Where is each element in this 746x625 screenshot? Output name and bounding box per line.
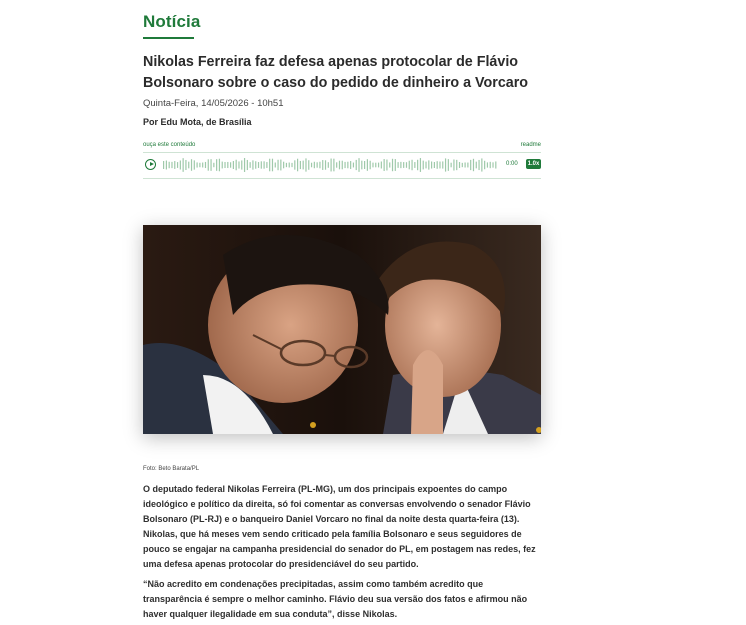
- waveform-bar: [370, 161, 371, 170]
- waveform-bar: [406, 162, 407, 168]
- waveform-bar: [314, 162, 315, 168]
- waveform-bar: [445, 158, 446, 171]
- play-icon[interactable]: [145, 159, 156, 170]
- waveform-bar: [342, 161, 343, 170]
- waveform-bar: [476, 162, 477, 169]
- waveform-bar: [294, 160, 295, 169]
- article-photo: [143, 225, 541, 434]
- waveform-bar: [470, 160, 471, 170]
- waveform-bar: [247, 160, 248, 170]
- waveform-bar: [171, 162, 172, 168]
- waveform-bar: [166, 161, 167, 170]
- waveform-bar: [453, 159, 454, 170]
- waveform-bar: [448, 159, 449, 171]
- waveform-bar: [280, 160, 281, 171]
- waveform-bar: [252, 160, 253, 169]
- waveform-bar: [208, 159, 209, 170]
- waveform-bar: [322, 160, 323, 170]
- waveform-bar: [258, 162, 259, 168]
- waveform-bar: [180, 160, 181, 169]
- playback-speed-button[interactable]: 1.0x: [527, 161, 540, 167]
- waveform-bar: [266, 162, 267, 168]
- waveform-bar: [233, 161, 234, 169]
- waveform-bar: [344, 162, 345, 168]
- audio-player: [143, 142, 541, 179]
- waveform-bar: [425, 162, 426, 169]
- waveform-bar: [188, 162, 189, 169]
- waveform-bar: [428, 160, 429, 169]
- waveform-bar: [434, 162, 435, 168]
- waveform-bar: [465, 162, 466, 167]
- waveform-bar: [381, 162, 382, 169]
- waveform-bar: [459, 162, 460, 168]
- waveform-bar: [395, 159, 396, 171]
- waveform-bar: [317, 162, 318, 167]
- waveform-bar: [244, 158, 245, 172]
- article-author: Por Edu Mota, de Brasília: [143, 117, 252, 127]
- waveform-bar: [462, 163, 463, 167]
- waveform-bar: [289, 163, 290, 168]
- waveform-bar: [403, 162, 404, 168]
- waveform-bar: [456, 160, 457, 170]
- waveform-bar: [275, 163, 276, 168]
- waveform-bar: [185, 160, 186, 170]
- waveform-bar: [210, 159, 211, 171]
- waveform-bar: [398, 162, 399, 168]
- waveform-bar: [386, 160, 387, 171]
- waveform-bar: [331, 159, 332, 172]
- waveform-bar: [174, 161, 175, 169]
- waveform-bar: [411, 160, 412, 170]
- waveform-bar: [163, 161, 164, 169]
- waveform-bar: [378, 163, 379, 168]
- audio-player-divider: [143, 152, 541, 153]
- waveform-bar: [392, 159, 393, 171]
- waveform-bar: [437, 161, 438, 169]
- waveform-bar: [305, 158, 306, 171]
- waveform-bar: [375, 163, 376, 168]
- audio-time: 0:00: [506, 161, 518, 167]
- waveform-bar: [205, 162, 206, 168]
- waveform-bar: [230, 162, 231, 167]
- waveform-bar: [353, 163, 354, 168]
- waveform-bar: [222, 162, 223, 169]
- waveform-bar: [238, 161, 239, 168]
- waveform-bar: [300, 161, 301, 169]
- waveform-bar: [347, 162, 348, 169]
- waveform-bar: [308, 160, 309, 170]
- waveform-bar: [409, 161, 410, 170]
- waveform-bar: [219, 159, 220, 172]
- waveform-bar: [473, 159, 474, 171]
- waveform-bar: [490, 162, 491, 168]
- waveform-bar: [431, 161, 432, 168]
- waveform-bar: [487, 162, 488, 167]
- waveform-bar: [183, 158, 184, 172]
- waveform-bar: [364, 161, 365, 169]
- waveform-bar: [495, 161, 496, 168]
- waveform-bar: [311, 163, 312, 168]
- article-quote: “Não acredito em condenações precipitadas, assim como também acredito que transparência é sempre o melhor caminho. Flávio deu sua versão dos fatos e afirmou não haver qualquer ilegalidade em sua conduta”, disse Nikolas.: [143, 579, 528, 620]
- waveform-bar: [420, 158, 421, 172]
- article-paragraph: O deputado federal Nikolas Ferreira (PL-MG), um dos principais expoentes do campo ideológico e político da direita, só foi comentar as conversas envolvendo o senador Flávio Bolsonaro (PL-RJ) e o banqueiro Daniel Vorcaro no final da noite desta quarta-feira (13). Nikolas, que há meses vem sendo criticado pela família Bolsonaro e seus seguidores de pouco se engajar na campanha presidencial do senador do PL, em postagem nas redes, fez uma defesa apenas protocolar do presidenciável do seu partido.: [143, 484, 536, 570]
- waveform[interactable]: [163, 156, 643, 174]
- waveform-bar: [191, 159, 192, 171]
- waveform-bar: [328, 162, 329, 168]
- waveform-bar: [283, 162, 284, 169]
- waveform-bar: [336, 162, 337, 167]
- section-label[interactable]: Notícia: [143, 12, 201, 31]
- waveform-bar: [339, 161, 340, 170]
- readme-link[interactable]: readme: [520, 142, 541, 148]
- waveform-bar: [236, 160, 237, 171]
- waveform-bar: [325, 160, 326, 169]
- waveform-bar: [303, 161, 304, 170]
- waveform-bar: [417, 160, 418, 170]
- waveform-bar: [261, 161, 262, 168]
- waveform-bar: [241, 160, 242, 169]
- waveform-bar: [400, 162, 401, 168]
- waveform-bar: [277, 160, 278, 170]
- waveform-bar: [358, 158, 359, 172]
- waveform-bar: [451, 163, 452, 168]
- section-underline: [143, 37, 194, 39]
- waveform-bar: [333, 159, 334, 172]
- waveform-bar: [199, 163, 200, 167]
- waveform-bar: [194, 160, 195, 169]
- waveform-bar: [250, 162, 251, 168]
- waveform-bar: [297, 159, 298, 172]
- waveform-bar: [177, 162, 178, 168]
- waveform-bar: [227, 162, 228, 168]
- waveform-bar: [197, 162, 198, 167]
- waveform-bar: [478, 160, 479, 170]
- waveform-bar: [361, 161, 362, 170]
- waveform-bar: [467, 163, 468, 168]
- waveform-bar: [481, 158, 482, 171]
- waveform-bar: [216, 159, 217, 171]
- photo-caption: Foto: Beto Barata/PL: [143, 466, 200, 472]
- waveform-bar: [350, 161, 351, 169]
- waveform-bar: [224, 162, 225, 168]
- waveform-bar: [291, 163, 292, 167]
- photo-illustration: [143, 225, 541, 434]
- waveform-bar: [169, 162, 170, 168]
- waveform-bar: [492, 162, 493, 167]
- waveform-bar: [389, 162, 390, 167]
- waveform-bar: [372, 163, 373, 168]
- waveform-bar: [439, 162, 440, 169]
- waveform-bar: [286, 163, 287, 167]
- waveform-bar: [255, 161, 256, 168]
- waveform-bar: [367, 159, 368, 171]
- waveform-bar: [384, 159, 385, 171]
- waveform-bar: [414, 162, 415, 168]
- waveform-bar: [264, 161, 265, 168]
- article-headline: Nikolas Ferreira faz defesa apenas protocolar de Flávio Bolsonaro sobre o caso do pedido de dinheiro a Vorcaro: [143, 54, 529, 91]
- waveform-bar: [269, 159, 270, 172]
- waveform-bar: [319, 162, 320, 169]
- waveform-bar: [213, 163, 214, 167]
- waveform-bar: [442, 161, 443, 168]
- audio-player-label: ouça este conteúdo: [143, 142, 196, 148]
- waveform-bar: [484, 161, 485, 169]
- article-date: Quinta-Feira, 14/05/2026 - 10h51: [143, 98, 284, 109]
- waveform-bar: [423, 161, 424, 170]
- waveform-bar: [272, 159, 273, 172]
- waveform-bar: [202, 163, 203, 168]
- waveform-bar: [356, 160, 357, 170]
